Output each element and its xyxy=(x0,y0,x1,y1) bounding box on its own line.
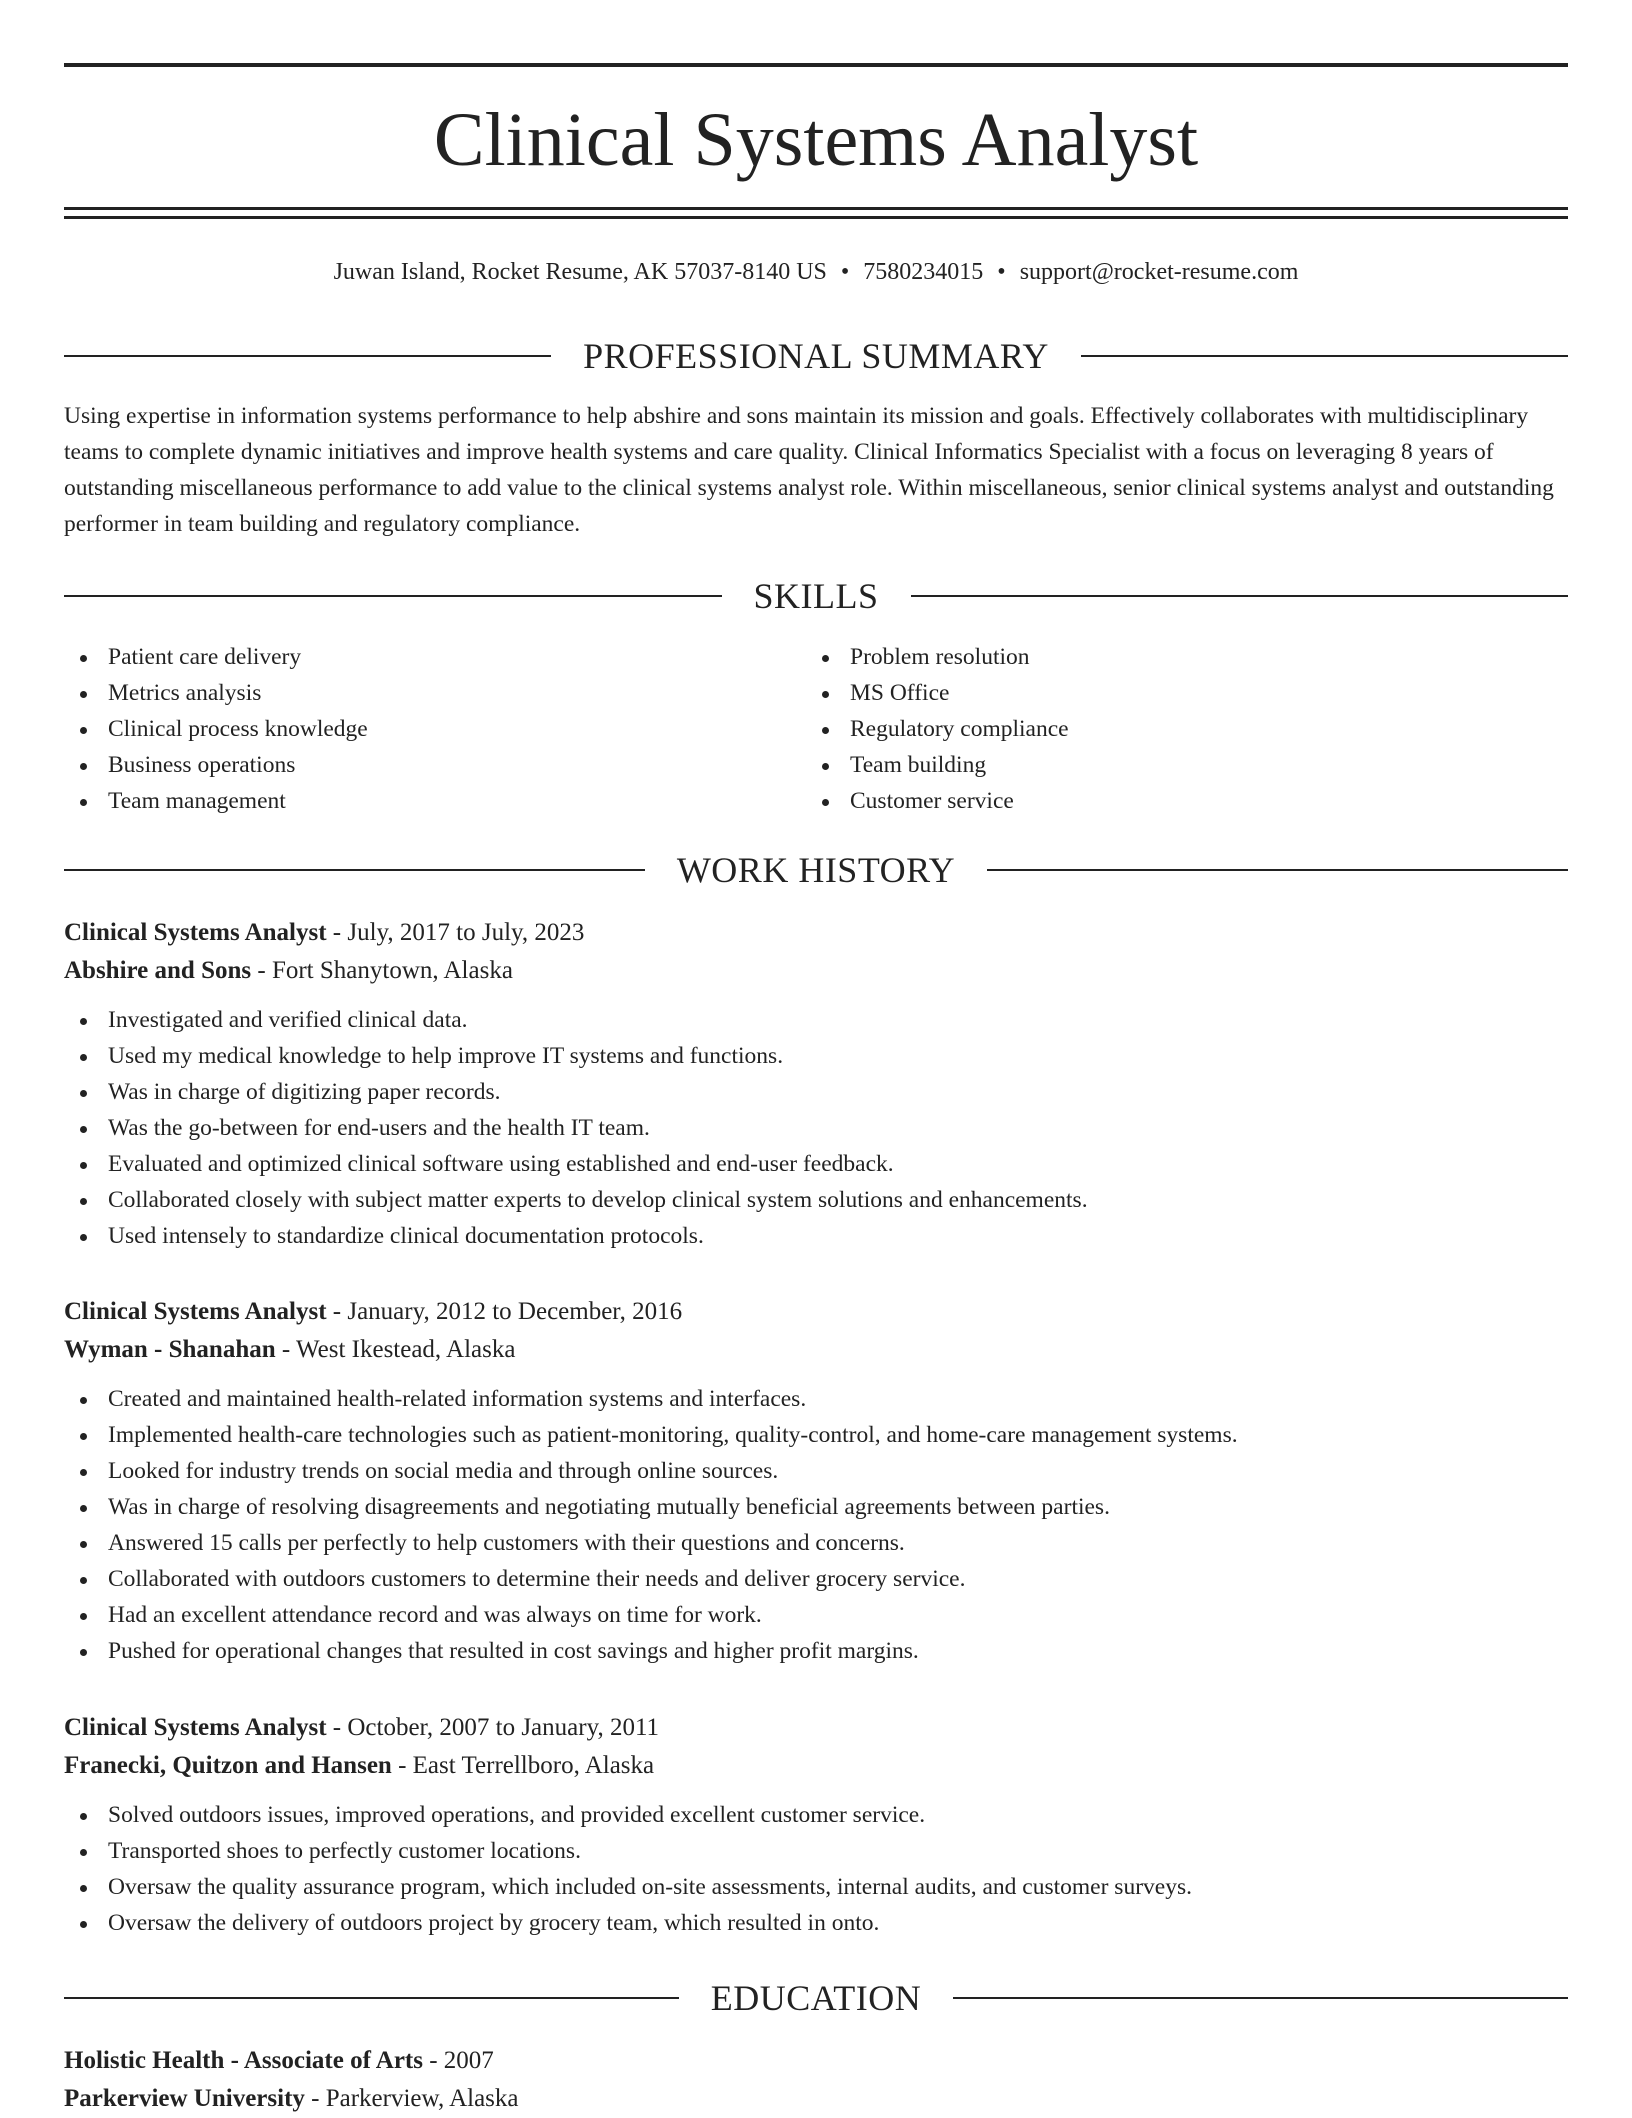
section-heading-summary xyxy=(64,334,1568,378)
contact-line xyxy=(64,252,1568,292)
education-entry xyxy=(64,2042,1568,2118)
job-location: - Fort Shanytown, Alaska xyxy=(251,957,513,984)
skill-item: Customer service xyxy=(806,783,1506,819)
job-bullet: Investigated and verified clinical data. xyxy=(64,1002,1568,1038)
job-bullet: Used intensely to standardize clinical documentation protocols. xyxy=(64,1218,1568,1254)
skills-list xyxy=(806,639,1506,819)
skill-item: MS Office xyxy=(806,675,1506,711)
education-school-line xyxy=(64,2080,1568,2118)
section-title: PROFESSIONAL SUMMARY xyxy=(583,336,1049,376)
job-bullet: Answered 15 calls per perfectly to help customers with their questions and concerns. xyxy=(64,1525,1568,1561)
job-title-line xyxy=(64,914,1568,952)
job-bullet: Oversaw the quality assurance program, which included on-site assessments, internal audits, and customer surveys. xyxy=(64,1869,1568,1905)
skill-item: Patient care delivery xyxy=(64,639,764,675)
heading-rule xyxy=(64,355,551,357)
skills-list xyxy=(64,639,764,819)
job-location: - West Ikestead, Alaska xyxy=(275,1336,516,1363)
job-company: Wyman - Shanahan xyxy=(64,1336,276,1363)
job-title: Clinical Systems Analyst xyxy=(64,919,327,946)
job-dates: - January, 2012 to December, 2016 xyxy=(326,1298,683,1325)
skill-item: Team management xyxy=(64,783,764,819)
job-bullet: Looked for industry trends on social media and through online sources. xyxy=(64,1453,1568,1489)
job-bullet: Used my medical knowledge to help improve IT systems and functions. xyxy=(64,1038,1568,1074)
section-heading-skills xyxy=(64,574,1568,618)
skill-item: Business operations xyxy=(64,747,764,783)
job-bullet: Evaluated and optimized clinical software using established and end-user feedback. xyxy=(64,1146,1568,1182)
education-year: - 2007 xyxy=(422,2047,494,2074)
education-location: - Parkerview, Alaska xyxy=(304,2085,519,2112)
education-degree-line xyxy=(64,2042,1568,2080)
section-heading-education xyxy=(64,1976,1568,2020)
section-title: EDUCATION xyxy=(710,1978,922,2018)
job-company-line xyxy=(64,952,1568,990)
job-title-line xyxy=(64,1293,1568,1331)
job-company: Franecki, Quitzon and Hansen xyxy=(64,1752,392,1779)
education-school: Parkerview University xyxy=(64,2085,305,2112)
contact-phone: 7580234015 xyxy=(863,259,984,285)
skills-column-left xyxy=(64,639,764,819)
skill-item: Clinical process knowledge xyxy=(64,711,764,747)
skill-item: Problem resolution xyxy=(806,639,1506,675)
job-bullet: Was in charge of digitizing paper records. xyxy=(64,1074,1568,1110)
job-bullet: Collaborated closely with subject matter experts to develop clinical system solutions and enhancements. xyxy=(64,1182,1568,1218)
summary-text: Using expertise in information systems performance to help abshire and sons maintain its mission and goals. Effectively collaborates with multidisciplinary teams to complete dynamic initiatives and improve health systems and care quality. Clinical Informatics Specialist with a focus on leveraging 8 years of outstanding miscellaneous performance to add value to the clinical systems analyst role. Within miscellaneous, senior clinical systems analyst and outstanding performer in team building and regulatory compliance. xyxy=(64,403,1554,537)
job-entry xyxy=(64,914,1568,1254)
heading-rule xyxy=(987,869,1568,871)
contact-separator: • xyxy=(997,259,1006,285)
section-title: SKILLS xyxy=(753,576,879,616)
job-location: - East Terrellboro, Alaska xyxy=(391,1752,655,1779)
skill-item: Metrics analysis xyxy=(64,675,764,711)
job-title-line xyxy=(64,1709,1568,1747)
contact-separator: • xyxy=(840,259,850,285)
job-dates: - October, 2007 to January, 2011 xyxy=(326,1714,660,1741)
heading-rule xyxy=(953,1997,1568,1999)
job-dates: - July, 2017 to July, 2023 xyxy=(326,919,585,946)
job-bullet: Oversaw the delivery of outdoors project by grocery team, which resulted in onto. xyxy=(64,1905,1568,1941)
job-bullets xyxy=(64,1797,1568,1941)
job-bullets xyxy=(64,1381,1568,1669)
job-bullet: Had an excellent attendance record and was always on time for work. xyxy=(64,1597,1568,1633)
section-heading-work xyxy=(64,848,1568,892)
job-company-line xyxy=(64,1747,1568,1785)
heading-rule xyxy=(64,595,722,597)
skill-item: Team building xyxy=(806,747,1506,783)
heading-rule xyxy=(911,595,1569,597)
job-entry xyxy=(64,1709,1568,1941)
section-title: WORK HISTORY xyxy=(676,850,956,890)
job-bullet: Created and maintained health-related information systems and interfaces. xyxy=(64,1381,1568,1417)
skill-item: Regulatory compliance xyxy=(806,711,1506,747)
job-title: Clinical Systems Analyst xyxy=(64,1714,327,1741)
job-bullet: Transported shoes to perfectly customer locations. xyxy=(64,1833,1568,1869)
heading-rule xyxy=(1081,355,1568,357)
top-rule xyxy=(64,63,1568,67)
job-company-line xyxy=(64,1331,1568,1369)
heading-rule xyxy=(64,1997,679,1999)
double-rule-lower xyxy=(64,216,1568,219)
contact-address: Juwan Island, Rocket Resume, AK 57037-8140 US xyxy=(333,259,827,285)
job-bullet: Was the go-between for end-users and the health IT team. xyxy=(64,1110,1568,1146)
double-rule-upper xyxy=(64,207,1568,210)
job-title: Clinical Systems Analyst xyxy=(64,1298,327,1325)
job-bullet: Was in charge of resolving disagreements and negotiating mutually beneficial agreements between parties. xyxy=(64,1489,1568,1525)
job-company: Abshire and Sons xyxy=(64,957,252,984)
job-bullet: Collaborated with outdoors customers to determine their needs and deliver grocery service. xyxy=(64,1561,1568,1597)
job-entry xyxy=(64,1293,1568,1669)
job-bullet: Pushed for operational changes that resulted in cost savings and higher profit margins. xyxy=(64,1633,1568,1669)
resume-title: Clinical Systems Analyst xyxy=(433,98,1199,182)
contact-email: support@rocket-resume.com xyxy=(1019,259,1299,285)
education-degree: Holistic Health - Associate of Arts xyxy=(64,2047,423,2074)
job-bullet: Implemented health-care technologies such as patient-monitoring, quality-control, and home-care management systems. xyxy=(64,1417,1568,1453)
job-bullets xyxy=(64,1002,1568,1254)
heading-rule xyxy=(64,869,645,871)
skills-column-right xyxy=(806,639,1506,819)
job-bullet: Solved outdoors issues, improved operations, and provided excellent customer service. xyxy=(64,1797,1568,1833)
